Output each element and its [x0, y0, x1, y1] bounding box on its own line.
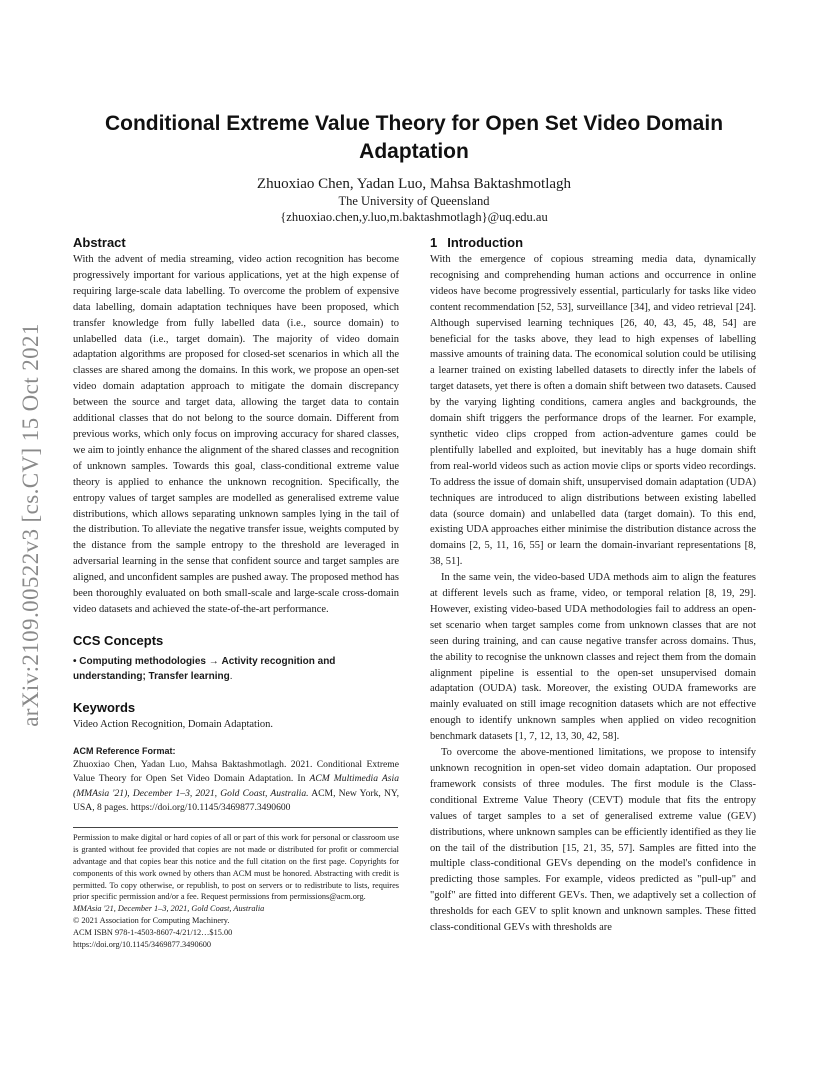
section-number: 1	[430, 235, 438, 250]
abstract-heading: Abstract	[73, 235, 126, 250]
intro-paragraph-2: In the same vein, the video-based UDA methods aim to align the features at different levels such as frame, video, or temporal relation [8, 19, 29]. However, existing video-based UDA methodologies fail to address an open-set scenario when target samples come from unknown classes that are not seen during training, and can cause negative transfer across domains. Thus, the ability to recognise the unknown classes and reject them from the domain alignment pipeline is essential to the open-set unsupervised domain adaptation (OUDA) task. Moreover, the existing OUDA frameworks are mainly evaluated on still image recognition datasets which are not effective enough to identify unknown samples when applied on video recognition benchmark datasets [1, 7, 12, 13, 30, 42, 58].	[430, 572, 756, 743]
keywords-text: Video Action Recognition, Domain Adaptation.	[73, 718, 274, 730]
acm-reference-text	[73, 758, 399, 816]
footnote-divider	[73, 827, 398, 828]
ccs-part1: Computing methodologies	[79, 655, 206, 667]
ccs-end: .	[229, 671, 233, 683]
left-column	[73, 234, 399, 950]
acm-reference-text-b: ACM, New York, NY, USA, 8 pages. https://doi.org/10.1145/3469877.3490600	[73, 787, 399, 813]
conference-line: MMAsia '21, December 1–3, 2021, Gold Coast, Australia	[73, 904, 265, 914]
right-column	[430, 234, 756, 936]
isbn-line: ACM ISBN 978-1-4503-8607-4/21/12…$15.00	[73, 927, 233, 937]
intro-paragraph-1: With the emergence of copious streaming media data, dynamically recognising and comprehending human actions and occurrence in online videos have become progressively essential, particularly for tasks like video content recommendation [52, 53], surveillance [34], and video retrieval [24]. Although supervised learning techniques [26, 40, 43, 45, 48, 54] are beneficial for the tasks above, they lead to high expenses of labelling massive amounts of training data. The economical solution could be utilising a learner trained on existing labelled datasets to directly infer the labels of target datasets, yet there is often a domain shift between two datasets. Caused by the varying lighting conditions, camera angles and backgrounds, the domain shift triggers the performance drops of the learner. For example, synthetic video clips cropped from action-adventure games could be plentifully labelled and exploited, but inevitably has a huge domain shift from real-world videos such as action movie clips or sports video recordings. To address the issue of domain shift, unsupervised domain adaptation (UDA) techniques are introduced to align distributions between existing labelled data (source domain) and unlabelled data (target domain). To this end, existing UDA approaches either minimise the distribution distance across the domains [2, 5, 11, 16, 55] or learn the domain-invariant representations [8, 38, 51].	[430, 254, 756, 568]
acm-reference-venue: ACM Multimedia Asia (MMAsia '21), December 1–3, 2021, Gold Coast, Australia.	[73, 773, 399, 799]
intro-paragraph-3: To overcome the above-mentioned limitations, we propose to intensify unknown recognition in open-set video domain adaptation. Our proposed framework consists of three modules. The first module is the Class-conditional Extreme Value Theory (CEVT) module that fits the entropy values of target samples to a set of generalised extreme value (GEV) distributions, where unknown samples can be efficiently identified as they lie on the tail of the distribution [15, 21, 35, 57]. Samples are fitted into the multiple class-conditional GEVs depending on the model's confidence in predicting those samples. For example, videos predicted as "pull-up" and "golf" are fitted into different GEVs. Then, we adaptively set a collection of thresholds for each GEV to split known and unknown samples. These fitted class-conditional GEVs with thresholds are	[430, 747, 756, 934]
permission-text: Permission to make digital or hard copies of all or part of this work for personal or classroom use is granted without fee provided that copies are not made or distributed for profit or commercial advantage and that copies bear this notice and the full citation on the first page. Copyrights for components of this work owned by others than ACM must be honored. Abstracting with credit is permitted. To copy otherwise, or republish, to post on servers or to redistribute to lists, requires prior specific permission and/or a fee. Request permissions from permissions@acm.org.	[73, 833, 399, 902]
ccs-part2: Activity recognition and understanding; Transfer learning	[73, 655, 336, 683]
ccs-arrow: →	[208, 655, 219, 667]
section-title: Introduction	[447, 235, 524, 250]
paper-authors: Zhuoxiao Chen, Yadan Luo, Mahsa Baktashmotlagh	[256, 176, 572, 192]
ccs-heading: CCS Concepts	[73, 632, 164, 648]
arxiv-stamp	[10, 290, 52, 760]
acm-reference-heading: ACM Reference Format:	[73, 745, 176, 756]
copyright-line: © 2021 Association for Computing Machinery.	[73, 915, 230, 925]
acm-reference-text-a: Zhuoxiao Chen, Yadan Luo, Mahsa Baktashmotlagh. 2021. Conditional Extreme Value Theory for Open Set Video Domain Adaptation. In	[73, 758, 399, 785]
keywords-heading: Keywords	[73, 699, 136, 715]
paper-title: Conditional Extreme Value Theory for Open Set Video Domain Adaptation	[104, 112, 724, 163]
arxiv-stamp-text: arXiv:2109.00522v3 [cs.CV] 15 Oct 2021	[18, 323, 44, 727]
doi-link[interactable]: https://doi.org/10.1145/3469877.3490600	[73, 939, 212, 949]
paper-email: {zhuoxiao.chen,y.luo,m.baktashmotlagh}@uq.edu.au	[280, 210, 548, 224]
paper-affiliation: The University of Queensland	[338, 194, 490, 208]
ccs-bullet: •	[73, 655, 77, 667]
ccs-concepts	[73, 654, 399, 685]
abstract-text: With the advent of media streaming, video action recognition has become progressively important for various applications, yet at the high expense of requiring large-scale data labelling. To overcome the problem of expensive data labelling, domain adaptation techniques have been proposed, which transfer knowledge from fully labelled data (i.e., source domain) to unlabelled data (i.e., target domain). The majority of video domain adaptation algorithms are proposed for closed-set scenarios in which all the classes are shared among the domains. In this work, we propose an open-set video domain adaptation approach to mitigate the domain discrepancy between the source and target data, allowing the target data to contain additional classes that do not belong to the source domain. Different from previous works, which only focus on improving accuracy for shared classes, we aim to jointly enhance the alignment of the shared classes and recognition of unknown samples. Towards this goal, class-conditional extreme value theory is applied to enhance the unknown recognition. Specifically, the entropy values of target samples are modelled as generalised extreme value distributions, which allows separating unknown samples lying in the tail of the distribution. To alleviate the negative transfer issue, weights computed by the distance from the sample entropy to the threshold are leveraged in adversarial learning in the sense that confident source and target samples are aligned, and unconfident samples are pushed away. The proposed method has been thoroughly evaluated on both small-scale and large-scale cross-domain video datasets and achieved the state-of-the-art performance.	[73, 254, 399, 615]
introduction-heading	[430, 234, 756, 252]
